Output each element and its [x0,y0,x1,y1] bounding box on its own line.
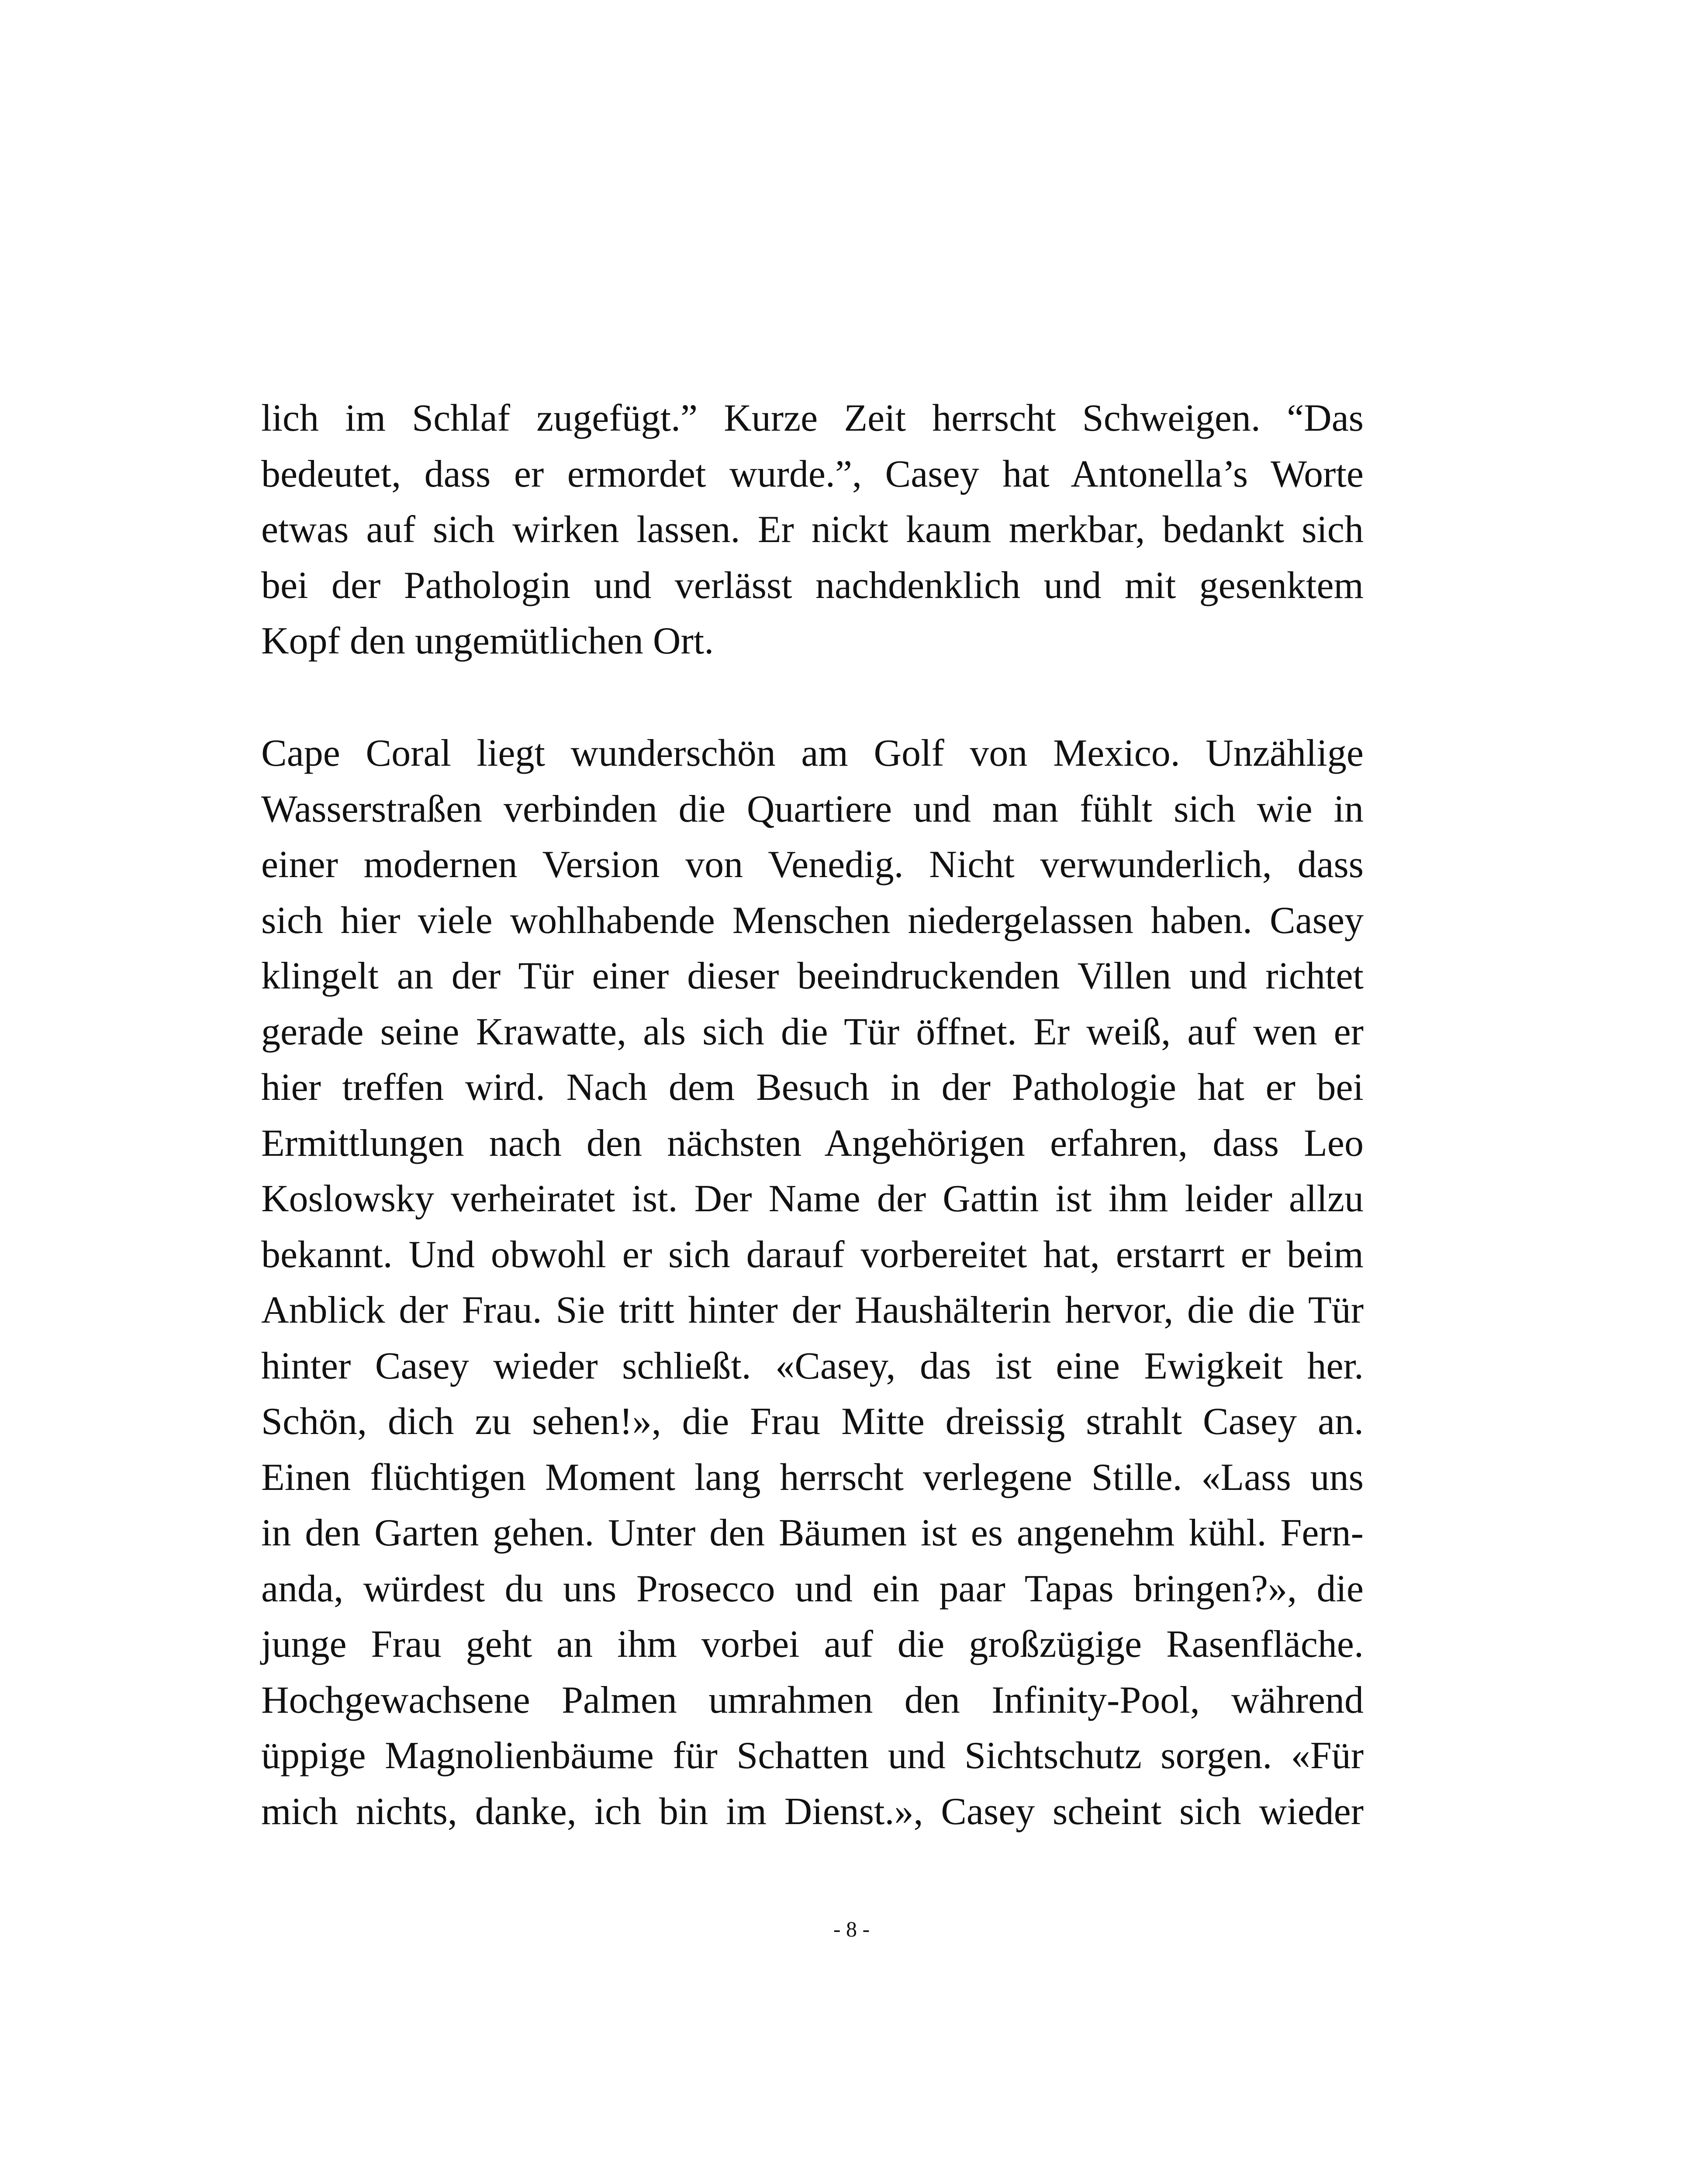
text-line: Kopf den ungemütlichen Ort. [261,620,714,662]
paragraph-2 [261,726,1364,1839]
text-line: hinter Casey wieder schließt. «Casey, das ist eine Ewigkeit her. [261,1344,1364,1387]
text-line: mich nichts, danke, ich bin im Dienst.», Casey scheint sich wieder [261,1790,1364,1833]
text-line: Ermittlungen nach den nächsten Angehörigen erfahren, dass Leo [261,1122,1364,1165]
text-line: hier treffen wird. Nach dem Besuch in der Pathologie hat er bei [261,1066,1364,1109]
text-line: gerade seine Krawatte, als sich die Tür öffnet. Er weiß, auf wen er [261,1010,1364,1053]
text-line: bei der Pathologin und verlässt nachdenklich und mit gesenktem [261,564,1364,607]
text-line: Koslowsky verheiratet ist. Der Name der Gattin ist ihm leider allzu [261,1178,1364,1220]
page-number: - 8 - [833,1917,870,1941]
text-line: etwas auf sich wirken lassen. Er nickt kaum merkbar, bedankt sich [261,508,1364,551]
text-line: üppige Magnolienbäume für Schatten und Sichtschutz sorgen. «Für [261,1735,1364,1777]
text-line: einer modernen Version von Venedig. Nicht verwunderlich, dass [261,843,1364,886]
text-line: junge Frau geht an ihm vorbei auf die großzügige Rasenfläche. [261,1623,1364,1666]
paragraph-1 [261,390,1364,669]
text-line: Einen flüchtigen Moment lang herrscht verlegene Stille. «Lass uns [261,1456,1364,1499]
text-line: bedeutet, dass er ermordet wurde.”, Casey hat Antonella’s Worte [261,453,1364,495]
text-line: lich im Schlaf zugefügt.” Kurze Zeit herrscht Schweigen. “Das [261,397,1364,439]
text-line: sich hier viele wohlhabende Menschen niedergelassen haben. Casey [261,899,1364,942]
text-line: Hochgewachsene Palmen umrahmen den Infinity-Pool, während [261,1679,1364,1721]
text-line: Wasserstraßen verbinden die Quartiere und man fühlt sich wie in [261,788,1364,830]
text-line: in den Garten gehen. Unter den Bäumen ist es angenehm kühl. Fern- [261,1512,1364,1554]
text-line: anda, würdest du uns Prosecco und ein paar Tapas bringen?», die [261,1567,1364,1610]
text-line: Anblick der Frau. Sie tritt hinter der Haushälterin hervor, die die Tür [261,1289,1364,1331]
text-line: Cape Coral liegt wunderschön am Golf von Mexico. Unzählige [261,732,1364,774]
text-line: Schön, dich zu sehen!», die Frau Mitte dreissig strahlt Casey an. [261,1400,1364,1443]
text-line: klingelt an der Tür einer dieser beeindruckenden Villen und richtet [261,955,1364,997]
text-line: bekannt. Und obwohl er sich darauf vorbereitet hat, erstarrt er beim [261,1233,1364,1276]
